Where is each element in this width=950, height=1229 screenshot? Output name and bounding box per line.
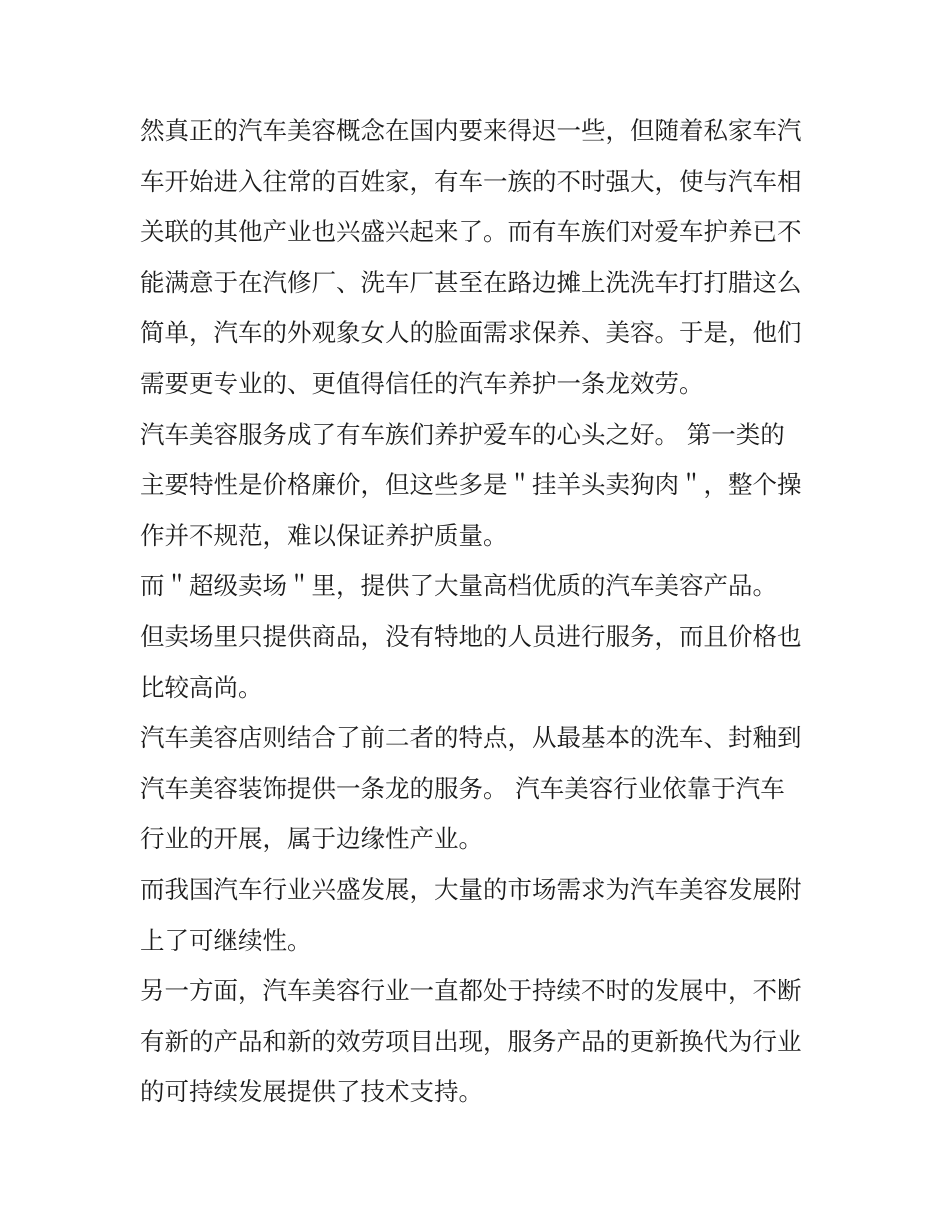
text-line: 作并不规范，难以保证养护质量。	[140, 520, 508, 550]
text-line: 能满意于在汽修厂、洗车厂甚至在路边摊上洗洗车打打腊这么	[140, 267, 802, 297]
text-line: 有新的产品和新的效劳项目出现，服务产品的更新换代为行业	[140, 1026, 802, 1056]
text-line: 而＂超级卖场＂里，提供了大量高档优质的汽车美容产品。	[140, 571, 777, 601]
text-line: 汽车美容装饰提供一条龙的服务。 汽车美容行业依靠于汽车	[140, 773, 785, 803]
text-line: 然真正的汽车美容概念在国内要来得迟一些，但随着私家车汽	[140, 116, 802, 145]
paragraph	[140, 561, 820, 612]
text-line: 汽车美容服务成了有车族们养护爱车的心头之好。 第一类的	[140, 419, 785, 449]
text-line: 主要特性是价格廉价，但这些多是＂挂羊头卖狗肉＂，整个操	[140, 470, 802, 500]
text-line: 行业的开展，属于边缘性产业。	[140, 824, 483, 854]
text-line: 关联的其他产业也兴盛兴起来了。而有车族们对爱车护养已不	[140, 217, 802, 247]
text-line: 简单，汽车的外观象女人的脸面需求保养、美容。于是，他们	[140, 318, 802, 348]
paragraph	[140, 865, 820, 966]
text-line: 上了可继续性。	[140, 925, 312, 955]
text-line: 需要更专业的、更值得信任的汽车养护一条龙效劳。	[140, 368, 704, 398]
paragraph	[140, 612, 820, 713]
text-line: 的可持续发展提供了技术支持。	[140, 1077, 483, 1107]
text-line: 而我国汽车行业兴盛发展，大量的市场需求为汽车美容发展附	[140, 874, 802, 904]
text-line: 车开始进入往常的百姓家，有车一族的不时强大，使与汽车相	[140, 166, 802, 196]
text-line: 但卖场里只提供商品，没有特地的人员进行服务，而且价格也	[140, 621, 802, 651]
paragraph	[140, 966, 820, 1118]
text-line: 比较高尚。	[140, 672, 263, 702]
paragraph	[140, 713, 820, 865]
document-body	[140, 106, 820, 1118]
text-line: 汽车美容店则结合了前二者的特点，从最基本的洗车、封釉到	[140, 723, 802, 753]
paragraph	[140, 410, 820, 562]
paragraph	[140, 106, 820, 410]
text-line: 另一方面，汽车美容行业一直都处于持续不时的发展中，不断	[140, 976, 802, 1006]
